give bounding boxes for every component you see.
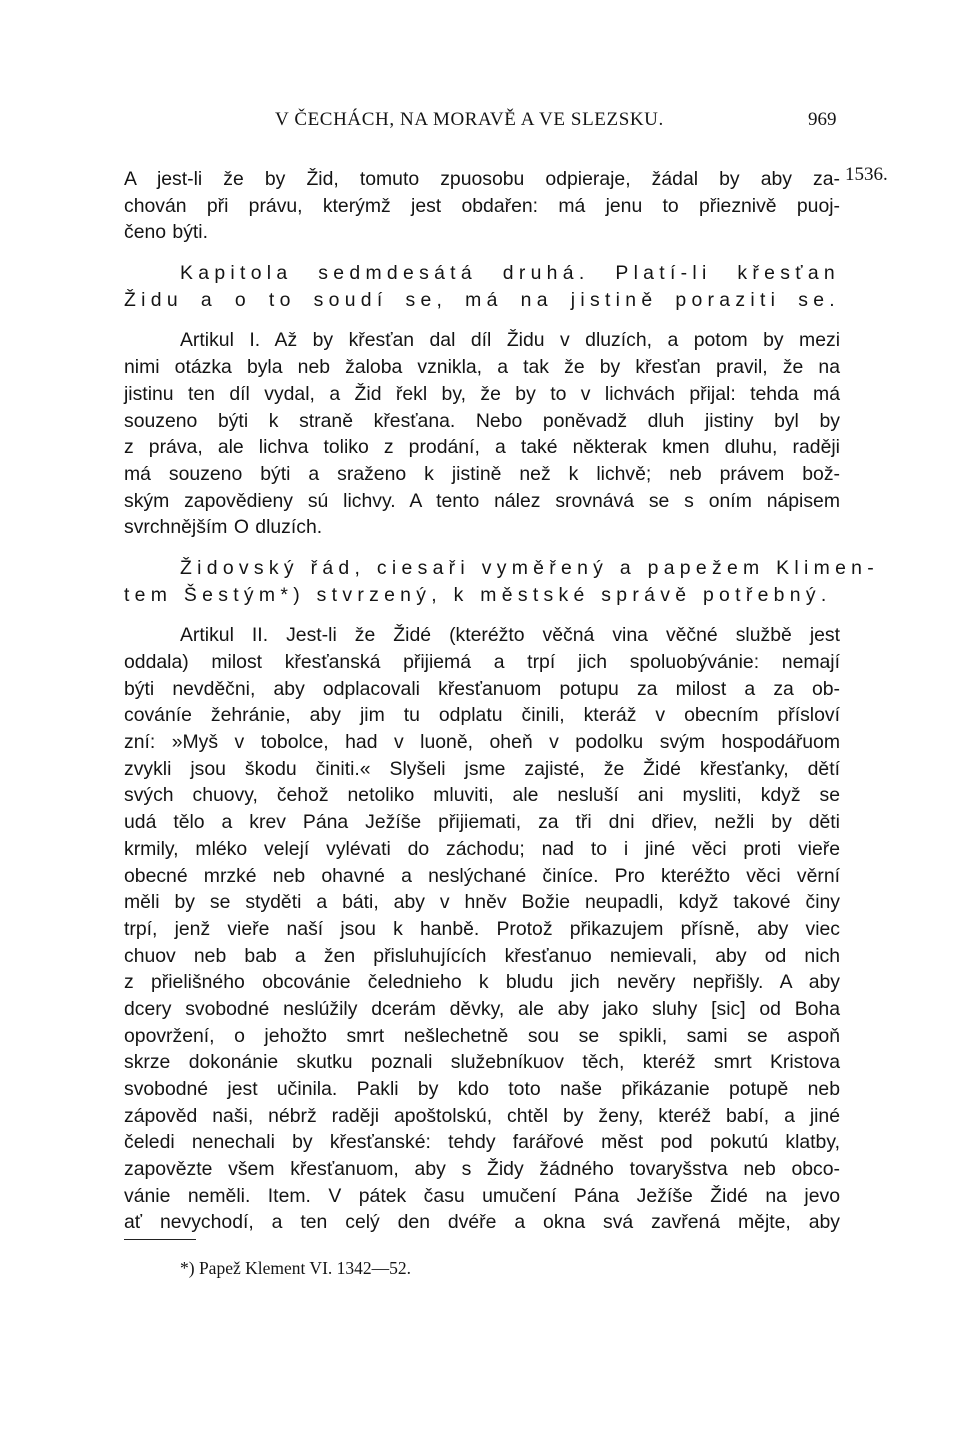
paragraph-artikul-2 (124, 622, 840, 1236)
text-line: krmily, mléko velejí vylévati do záchodu; nad to i jiné věci proti vieře (124, 837, 840, 860)
text-line: zapovězte všem křesťanuom, aby s Židy žádného tovaryšstva neb obco- (124, 1158, 840, 1181)
paragraph-intro (124, 166, 840, 246)
footnote: *) Papež Klement VI. 1342—52. (180, 1258, 412, 1278)
text-line: dcery svobodné neslúžily dcerám děvky, ale aby jako sluhy [sic] od Boha (124, 997, 840, 1020)
text-line: jistinu ten díl vydal, a Žid řekl by, že by to v lichvách přijal: tehda má (124, 382, 840, 405)
text-line: opovržení, o jehožto smrt nešlechetně sou se spikli, sami se aspoň (124, 1024, 840, 1047)
text-line: svrchnějším O dluzích. (124, 516, 323, 539)
text-line: oddala) milost křesťanská přijiemá a trpí jich spoluobývánie: nemají (124, 651, 840, 673)
text-line: měli by se styděti a báti, aby v hněv Božie neupadli, když takové činy (124, 891, 840, 914)
text-line: čeno býti. (124, 221, 208, 244)
paragraph-artikul-1 (124, 327, 840, 541)
text-line: skrze dokonánie skutku poznali služebníkuov těch, kteréž smrt Kristova (124, 1051, 840, 1074)
heading-line: Kapitola sedmdesátá druhá. Platí-li křesťan (180, 262, 840, 285)
text-line: trpí, jenž vieře naší jsou k hanbě. Protož přikazujem přísně, aby viec (124, 917, 840, 940)
margin-year-note: 1536. (845, 164, 888, 185)
text-line: zápověd naši, nébrž raději apoštolskú, chtěl by ženy, kteréž babí, a jiné (124, 1104, 840, 1127)
heading-line: Židu a o to soudí se, má na jistině poraziti se. (124, 288, 840, 311)
text-line: chován při právu, kterýmž jest obdařen: má jenu to přieznivě puoj- (124, 194, 840, 217)
text-line: má souzeno býti a sraženo k jistině než k lichvě; neb právem bož- (124, 462, 840, 485)
footnote-divider (124, 1239, 196, 1240)
running-header (0, 105, 960, 135)
heading-line: Židovský řád, ciesaři vyměřený a papežem Klimen- (180, 556, 879, 579)
text-line: nimi otázka byla neb žaloba vznikla, a tak že by křesťan pravil, že na (124, 356, 840, 379)
text-line: z práva, ale lichva toliko z prodání, a také některak kmen dluhu, raději (124, 436, 840, 459)
text-line: udá tělo a krev Pána Ježíše přijiemati, za tři dni dřiev, nežli by děti (124, 811, 840, 834)
text-line: zvykli jsou škodu činiti.« Slyšeli jsme zajisté, že Židé křesťanky, dětí (124, 757, 840, 780)
text-line: z přielišného obcovánie čelednieho k bludu jich nevěry nepřišly. A aby (124, 971, 840, 994)
text-line: svých chuovy, čehož netoliko mluviti, ale nesluší ani mysliti, když se (124, 784, 840, 807)
text-line: čeledi nenechali by křesťanské: tehdy farářové měst pod pokutú klatby, (124, 1131, 840, 1154)
chapter-heading (124, 260, 840, 313)
page-number: 969 (808, 109, 837, 130)
text-line: obecné mrzké neb ohavné a neslýchané činíce. Pro kteréžto věci věrní (124, 864, 840, 887)
text-line: ským zapovědieny sú lichvy. A tento nález srovnává se s oním nápisem (124, 489, 840, 512)
running-title: V ČECHÁCH, NA MORAVĚ A VE SLEZSKU. (275, 109, 664, 130)
section-heading (124, 555, 879, 608)
text-line: svobodné jest učinila. Pakli by kdo toto naše přikázanie potupě neb (124, 1078, 840, 1100)
text-line: ať nevychodí, a ten celý den dvéře a okna svá zavřená mějte, aby (124, 1211, 840, 1234)
text-line: souzeno býti k straně křesťana. Nebo poněvadž dluh jistiny byl by (124, 409, 840, 432)
text-line: zní: »Myš v tobolce, had v luoně, oheň v podolku svým hospodářuom (124, 731, 840, 754)
text-line: chuov neb bab a žen přisluhujících křesťanuo nemievali, aby od nich (124, 944, 840, 967)
text-line: cováníe žehránie, aby jim tu odplatu činili, kteráž v obecním přísloví (124, 704, 840, 727)
text-line: Artikul II. Jest-li že Židé (kteréžto věčná vina věčné službě jest (180, 624, 840, 647)
text-line: Artikul I. Až by křesťan dal díl Židu v dluzích, a potom by mezi (180, 329, 840, 352)
text-line: býti nevděčni, aby odplacovali křesťanuom potupu za milost a za ob- (124, 677, 840, 700)
text-line: vánie neměli. Item. V pátek času umučení Pána Ježíše Židé na jevo (124, 1184, 840, 1207)
text-line: A jest-li že by Žid, tomuto zpuosobu odpieraje, žádal by aby za- (124, 168, 840, 190)
heading-line: tem Šestým*) stvrzený, k městské správě potřebný. (124, 583, 832, 606)
